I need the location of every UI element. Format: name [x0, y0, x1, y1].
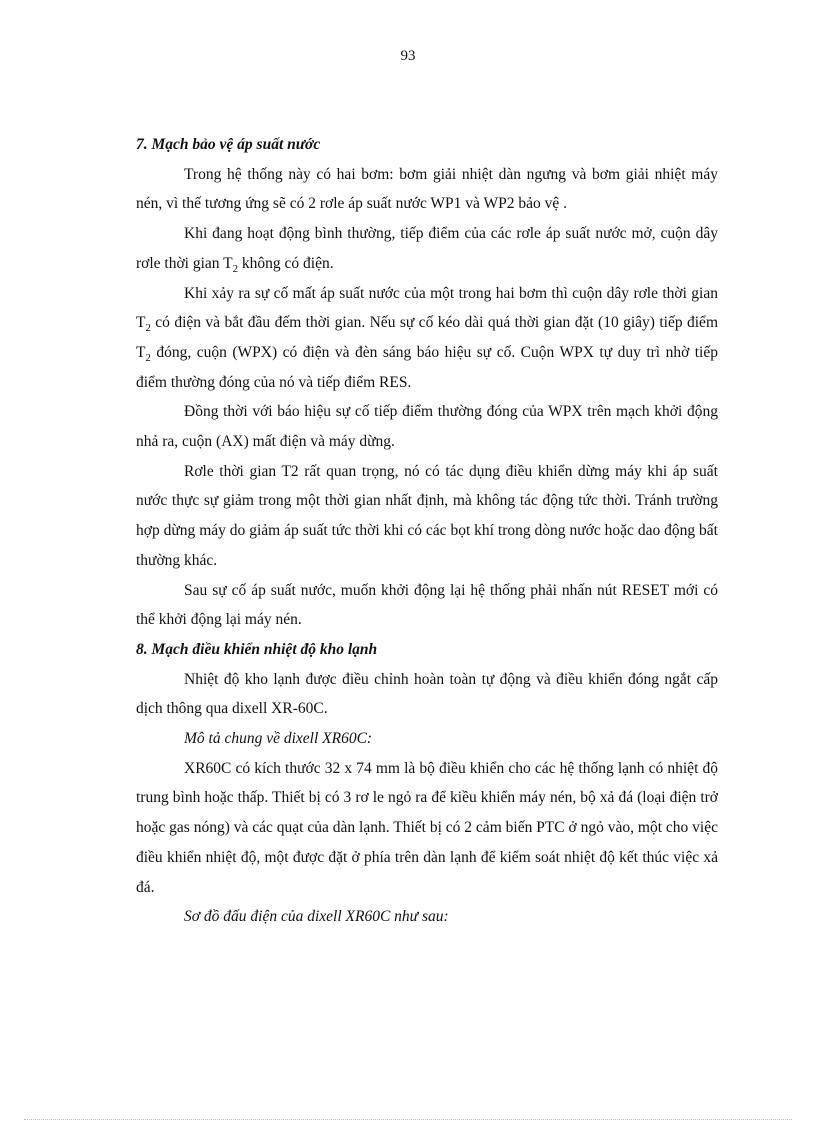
- paragraph-4: Đồng thời với báo hiệu sự cố tiếp điểm thường đóng của WPX trên mạch khởi động nhả ra, cuộn (AX) mất điện và máy dừng.: [136, 403, 718, 451]
- document-body: [136, 130, 718, 932]
- section-8-heading: 8. Mạch điều khiển nhiệt độ kho lạnh: [136, 640, 378, 658]
- paragraph-3-text-b: có điện và bắt đầu đếm thời gian. Nếu sự cố kéo dài quá thời gian đặt (10 giây) tiếp điểm T: [136, 314, 718, 361]
- paragraph-3-text-a: Khi xảy ra sự cố mất áp suất nước của một trong hai bơm thì cuộn dây rơle thời gian T: [136, 284, 718, 332]
- subheading-description: Mô tả chung về dixell XR60C:: [184, 730, 373, 748]
- paragraph-5: Rơle thời gian T2 rất quan trọng, nó có tác dụng điều khiển dừng máy khi áp suất nước thực sự giảm trong một thời gian nhất định, mà không tác động tức thời. Tránh trường hợp dừng máy do giảm áp suất tức thời khi có các bọt khí trong dòng nước hoặc dao động bất thường khác.: [136, 462, 718, 569]
- page-number: 93: [400, 48, 416, 64]
- paragraph-2-text-b: không có điện.: [238, 254, 334, 272]
- paragraph-3: [136, 279, 718, 398]
- paragraph-1: Trong hệ thống này có hai bơm: bơm giải nhiệt dàn ngưng và bơm giải nhiệt máy nén, vì thế tương ứng sẽ có 2 rơle áp suất nước WP1 và WP2 bảo vệ .: [136, 165, 718, 213]
- subscript-2: 2: [145, 322, 151, 335]
- subscript-2: 2: [232, 262, 239, 275]
- paragraph-2: [136, 219, 718, 278]
- paragraph-3-text-c: đóng, cuộn (WPX) có điện và đèn sáng báo hiệu sự cố. Cuộn WPX tự duy trì nhờ tiếp điểm thường đóng của nó và tiếp điểm RES.: [136, 343, 718, 391]
- paragraph-2-text-a: Khi đang hoạt động bình thường, tiếp điểm của các rơle áp suất nước mở, cuộn dây rơle thời gian T: [136, 225, 718, 272]
- paragraph-6: Sau sự cố áp suất nước, muốn khởi động lại hệ thống phải nhấn nút RESET mới có thể khởi động lại máy nén.: [136, 581, 718, 629]
- page-bottom-divider: [24, 1119, 792, 1120]
- subheading-wiring-diagram: Sơ đồ đấu điện của dixell XR60C như sau:: [184, 908, 449, 926]
- paragraph-8: XR60C có kích thước 32 x 74 mm là bộ điều khiển cho các hệ thống lạnh có nhiệt độ trung bình hoặc thấp. Thiết bị có 3 rơ le ngỏ ra để kiều khiển máy nén, bộ xả đá (loại điện trở hoặc gas nóng) và các quạt của dàn lạnh. Thiết bị có 2 cảm biến PTC ở ngỏ vào, một cho việc điều khiển nhiệt độ, một được đặt ở phía trên dàn lạnh để kiểm soát nhiệt độ kết thúc việc xả đá.: [136, 759, 718, 896]
- section-7-heading: 7. Mạch bảo vệ áp suất nước: [136, 136, 321, 153]
- subscript-2: 2: [145, 351, 151, 364]
- paragraph-7: Nhiệt độ kho lạnh được điều chỉnh hoàn toàn tự động và điều khiển đóng ngắt cấp dịch thông qua dixell XR-60C.: [136, 670, 718, 718]
